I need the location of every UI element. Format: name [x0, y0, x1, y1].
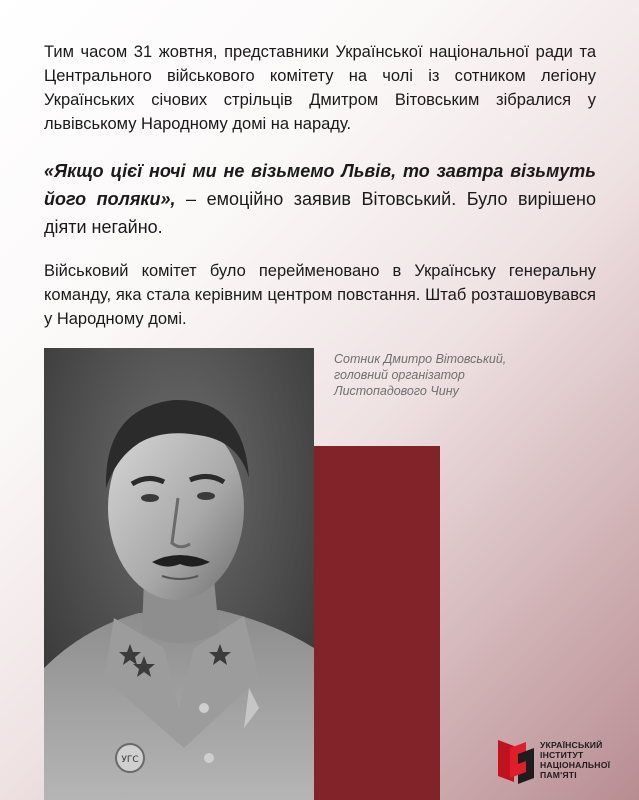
quote-text: «Якщо цієї ночі ми не візьмемо Львів, то завтра візьмуть його поляки», [44, 161, 596, 209]
paragraph-intro: Тим часом 31 жовтня, представники Української національної ради та Центрального військового комітету на чолі із сотником легіону Українських січових стрільців Дмитром Вітовським зібралися у львівському Народному домі на нараду. [44, 43, 596, 133]
badge-label: УГС [121, 755, 139, 765]
caption-line-2: головний організатор [334, 368, 465, 382]
quote-continuation: – емоційно заявив Вітовський. Було вирішено діяти негайно. [44, 189, 597, 237]
uinp-logo-text [540, 740, 610, 780]
uinp-logo-icon [496, 738, 536, 784]
caption-line-3: Листопадового Чину [334, 384, 459, 398]
caption-line-1: Сотник Дмитро Вітовський, [334, 352, 507, 366]
photo-caption [334, 351, 574, 399]
paragraph-quote [44, 157, 596, 241]
red-accent-block [314, 446, 440, 800]
logo-line-4: ПАМ'ЯТІ [540, 770, 577, 780]
logo-line-2: ІНСТИТУТ [540, 750, 584, 760]
portrait-photo [44, 348, 314, 800]
logo-line-3: НАЦІОНАЛЬНОЇ [540, 760, 611, 770]
paragraph-command: Військовий комітет було перейменовано в Українську генеральну команду, яка стала керівним центром повстання. Штаб розташовувався у Народному домі. [44, 262, 596, 328]
logo-line-1: УКРАЇНСЬКИЙ [540, 740, 603, 750]
portrait-illustration [44, 348, 314, 800]
uinp-logo [496, 738, 628, 784]
